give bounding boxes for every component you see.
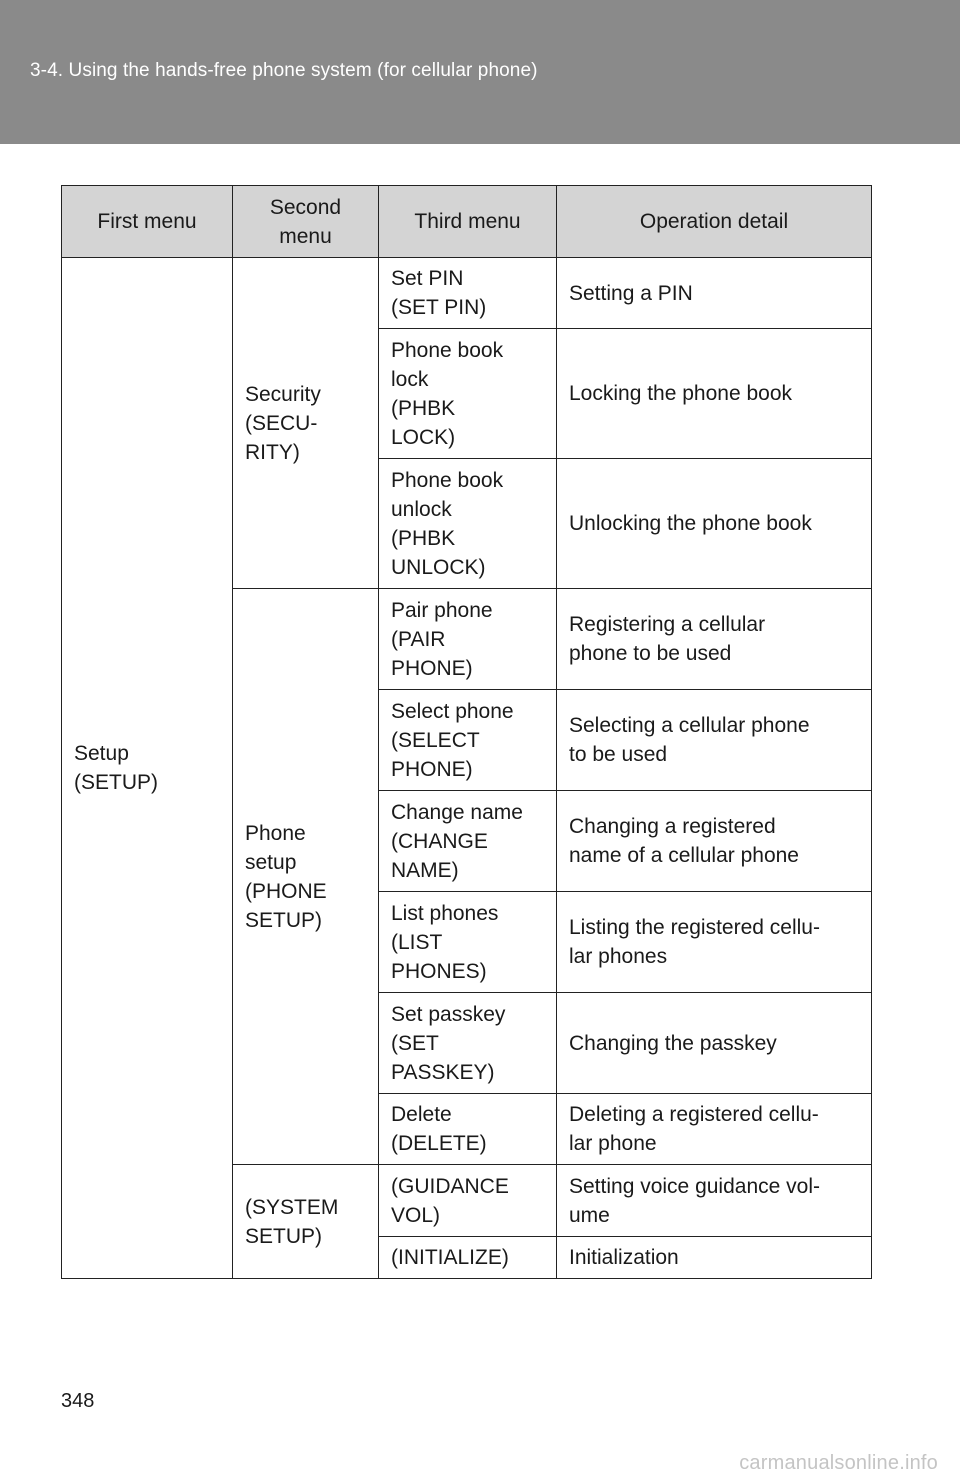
- header-third-menu: Third menu: [379, 186, 557, 258]
- second-menu-phone-setup: Phone setup (PHONE SETUP): [233, 589, 379, 1165]
- menu-table: [61, 185, 872, 1279]
- page-number: 348: [61, 1390, 95, 1412]
- first-menu-setup: Setup (SETUP): [62, 258, 233, 1279]
- second-menu-system-setup: (SYSTEM SETUP): [233, 1165, 379, 1279]
- section-header-band: [0, 0, 960, 144]
- third-menu-cell: Set passkey (SET PASSKEY): [379, 993, 557, 1094]
- operation-detail-cell: Setting a PIN: [557, 258, 872, 329]
- operation-detail-cell: Locking the phone book: [557, 329, 872, 459]
- third-menu-cell: Change name (CHANGE NAME): [379, 791, 557, 892]
- operation-detail-cell: Unlocking the phone book: [557, 459, 872, 589]
- table-header-row: [62, 186, 872, 258]
- header-second-menu: Second menu: [233, 186, 379, 258]
- operation-detail-cell: Initialization: [557, 1237, 872, 1279]
- third-menu-cell: (GUIDANCE VOL): [379, 1165, 557, 1237]
- third-menu-cell: List phones (LIST PHONES): [379, 892, 557, 993]
- third-menu-cell: (INITIALIZE): [379, 1237, 557, 1279]
- operation-detail-cell: Changing a registered name of a cellular phone: [557, 791, 872, 892]
- table-row: [62, 258, 872, 329]
- operation-detail-cell: Registering a cellular phone to be used: [557, 589, 872, 690]
- section-title: 3-4. Using the hands-free phone system (for cellular phone): [30, 60, 538, 81]
- third-menu-cell: Pair phone (PAIR PHONE): [379, 589, 557, 690]
- watermark-text: carmanualsonline.info: [739, 1452, 938, 1474]
- third-menu-cell: Phone book lock (PHBK LOCK): [379, 329, 557, 459]
- third-menu-cell: Set PIN (SET PIN): [379, 258, 557, 329]
- operation-detail-cell: Selecting a cellular phone to be used: [557, 690, 872, 791]
- operation-detail-cell: Listing the registered cellu- lar phones: [557, 892, 872, 993]
- header-first-menu: First menu: [62, 186, 233, 258]
- header-operation-detail: Operation detail: [557, 186, 872, 258]
- operation-detail-cell: Setting voice guidance vol- ume: [557, 1165, 872, 1237]
- operation-detail-cell: Changing the passkey: [557, 993, 872, 1094]
- third-menu-cell: Select phone (SELECT PHONE): [379, 690, 557, 791]
- third-menu-cell: Delete (DELETE): [379, 1094, 557, 1165]
- third-menu-cell: Phone book unlock (PHBK UNLOCK): [379, 459, 557, 589]
- second-menu-security: Security (SECU- RITY): [233, 258, 379, 589]
- operation-detail-cell: Deleting a registered cellu- lar phone: [557, 1094, 872, 1165]
